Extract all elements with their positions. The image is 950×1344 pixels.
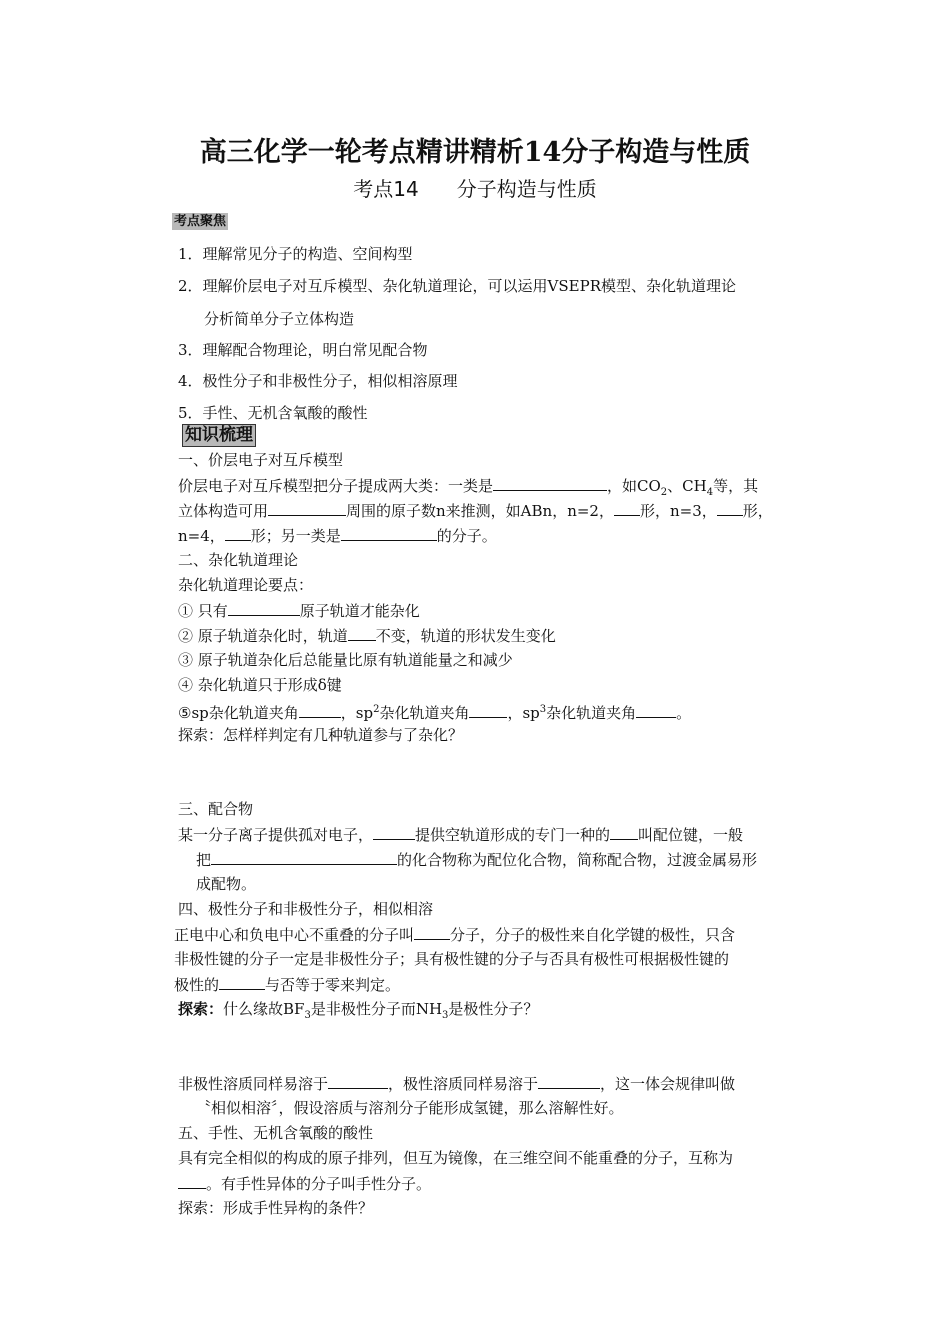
subscript: 3 [442, 1010, 449, 1021]
focus-item: 1．理解常见分子的构造、空间构型 [178, 245, 413, 263]
superscript: 3 [539, 704, 547, 715]
text: n=4， [178, 527, 225, 545]
section4-line1 [174, 924, 735, 945]
focus-item: 4．极性分子和非极性分子，相似相溶原理 [178, 372, 458, 390]
section2-heading: 二、杂化轨道理论 [178, 551, 299, 569]
text: 提供空轨道形成的专门一种的 [415, 826, 611, 844]
fill-blank[interactable] [268, 500, 346, 516]
subtitle [0, 173, 950, 202]
text: 非极性溶质同样易溶于 [178, 1075, 329, 1093]
text: 等，其 [713, 477, 759, 495]
text: ② 原子轨道杂化时，轨道 [178, 627, 348, 645]
fill-blank[interactable] [219, 974, 265, 990]
text: 分子，分子的极性来自化学键的极性，只含 [450, 926, 736, 944]
section4-heading: 四、极性分子和非极性分子，相似相溶 [178, 900, 434, 918]
text: 杂化轨道夹角 [546, 704, 637, 722]
fill-blank[interactable] [469, 702, 507, 718]
focus-item: 3．理解配合物理论，明白常见配合物 [178, 341, 428, 359]
subscript: 3 [304, 1010, 311, 1021]
fill-blank[interactable] [717, 500, 743, 516]
text: 原子轨道才能杂化 [299, 602, 420, 620]
text: 。有手性异体的分子叫手性分子。 [206, 1175, 432, 1193]
fill-blank[interactable] [493, 475, 607, 491]
subscript: 4 [706, 487, 714, 498]
focus-tag: 考点聚焦 [174, 214, 227, 229]
section5-explore: 探索：形成手性异构的条件？ [178, 1199, 374, 1217]
explore-label: 探索： [178, 1000, 224, 1018]
fill-blank[interactable] [228, 600, 300, 616]
text: ，sp [507, 704, 540, 722]
text: 某一分子离子提供孤对电子， [178, 826, 374, 844]
fill-blank[interactable] [328, 1073, 388, 1089]
section4-line2: 非极性键的分子一定是非极性分子；具有极性键的分子与否具有极性可根据极性键的 [174, 950, 730, 968]
text: 形， [742, 502, 773, 520]
knowledge-tag: 知识梳理 [182, 424, 256, 447]
fill-blank[interactable] [636, 702, 676, 718]
text: ，如CO [607, 477, 661, 495]
text: ① 只有 [178, 602, 228, 620]
focus-item: 5．手性、无机含氧酸的酸性 [178, 404, 368, 422]
text: 不变，轨道的形状发生变化 [375, 627, 556, 645]
section2-explore: 探索：怎样样判定有几种轨道参与了杂化？ [178, 726, 464, 744]
text: 立体构造可用 [178, 502, 269, 520]
fill-blank[interactable] [614, 500, 640, 516]
superscript: 2 [373, 704, 380, 715]
section2-intro: 杂化轨道理论要点： [178, 576, 314, 594]
section2-point1 [178, 600, 420, 621]
fill-blank[interactable] [341, 525, 437, 541]
focus-item: 分析简单分子立体构造 [204, 310, 355, 328]
subscript: 2 [660, 487, 668, 498]
text: 什么缘故BF [223, 1000, 305, 1018]
section3-line3: 成配物。 [196, 875, 257, 893]
text: 把 [196, 851, 212, 869]
section4-explore [178, 999, 538, 1026]
section1-line3 [178, 525, 497, 546]
focus-item: 2．理解价层电子对互斥模型、杂化轨道理论，可以运用VSEPR模型、杂化轨道理论 [178, 277, 736, 295]
fill-blank[interactable] [610, 824, 638, 840]
text: ，极性溶质同样易溶于 [388, 1075, 539, 1093]
fill-blank[interactable] [348, 625, 376, 641]
section3-line1 [178, 824, 743, 845]
text: 形，n=3， [639, 502, 717, 520]
text: 周围的原子数n来推测，如ABn，n=2， [346, 502, 614, 520]
section2-point5 [178, 700, 691, 723]
section2-point2 [178, 625, 556, 646]
text: 是非极性分子而NH [310, 1000, 443, 1018]
section1-line2 [178, 500, 773, 521]
page-title: 高三化学一轮考点精讲精析14分子构造与性质 [199, 137, 751, 168]
fill-blank[interactable] [299, 702, 341, 718]
section5-line2 [178, 1173, 431, 1194]
subtitle-right: 分子构造与性质 [456, 177, 597, 201]
text: 与否等于零来判定。 [265, 976, 401, 994]
section5-line1: 具有完全相似的构成的原子排列，但互为镜像，在三维空间不能重叠的分子，互称为 [178, 1149, 734, 1167]
fill-blank[interactable] [178, 1173, 206, 1189]
fill-blank[interactable] [225, 525, 251, 541]
section5-heading: 五、手性、无机含氧酸的酸性 [178, 1124, 374, 1142]
text: ⑤sp杂化轨道夹角 [178, 704, 299, 722]
text: 、CH [667, 477, 707, 495]
text: 的化合物称为配位化合物，简称配合物，过渡金属易形 [397, 851, 758, 869]
section3-heading: 三、配合物 [178, 800, 254, 818]
text: ，sp [340, 704, 374, 722]
fill-blank[interactable] [414, 924, 450, 940]
text: 是极性分子？ [448, 1000, 539, 1018]
text: 价层电子对互斥模型把分子提成两大类：一类是 [178, 477, 494, 495]
subtitle-left: 考点14 [353, 177, 419, 201]
section4-line3 [174, 974, 400, 995]
section3-line2 [196, 849, 757, 870]
fill-blank[interactable] [211, 849, 397, 865]
section1-line1 [178, 475, 758, 503]
section1-heading: 一、价层电子对互斥模型 [178, 451, 344, 469]
text: 形；另一类是 [250, 527, 341, 545]
section2-point3: ③ 原子轨道杂化后总能量比原有轨道能量之和减少 [178, 651, 513, 669]
text: 杂化轨道夹角 [379, 704, 470, 722]
fill-blank[interactable] [538, 1073, 600, 1089]
fill-blank[interactable] [373, 824, 415, 840]
text: 的分子。 [436, 527, 497, 545]
text: 正电中心和负电中心不重叠的分子叫 [174, 926, 415, 944]
text: 。 [676, 704, 692, 722]
section4-rule-line1 [178, 1073, 735, 1094]
text: ，这一体会规律叫做 [600, 1075, 736, 1093]
text: 叫配位键，一般 [638, 826, 744, 844]
section2-point4: ④ 杂化轨道只于形成δ键 [178, 676, 342, 694]
section4-rule-line2: 〝相似相溶〞，假设溶质与溶剂分子能形成氢键，那么溶解性好。 [196, 1099, 624, 1117]
text: 极性的 [174, 976, 220, 994]
